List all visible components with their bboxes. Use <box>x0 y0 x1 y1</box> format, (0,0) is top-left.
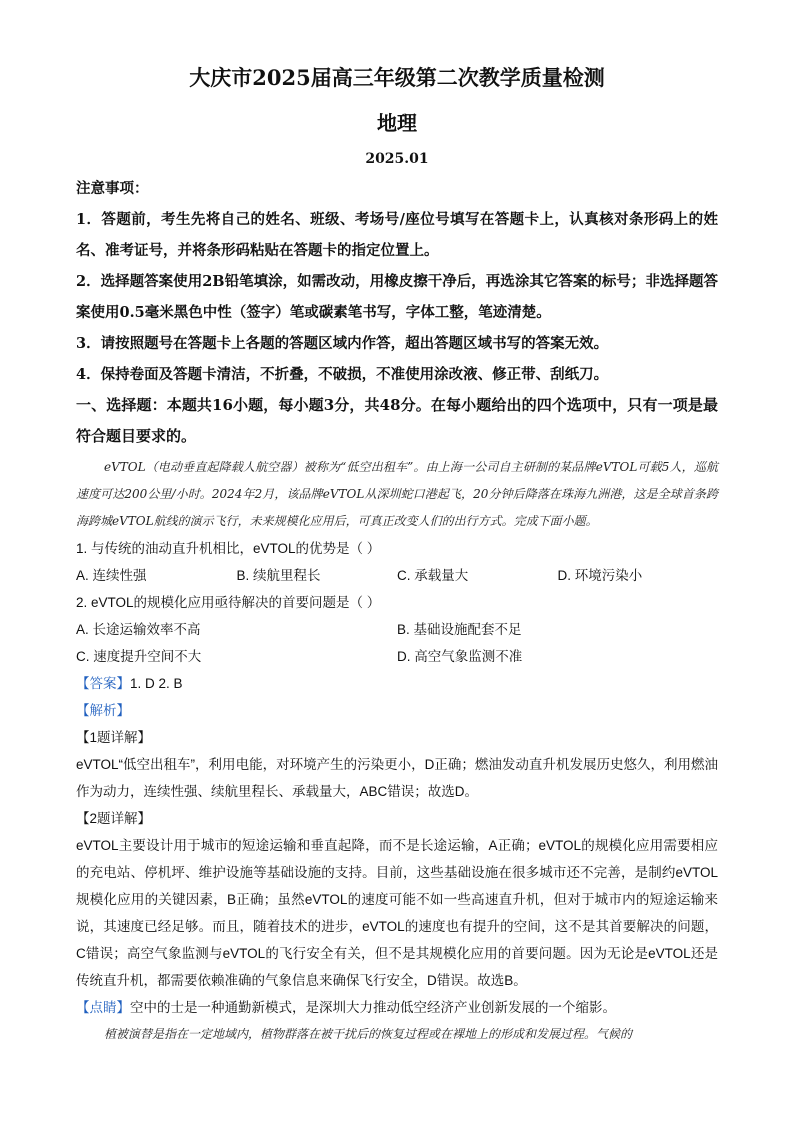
answer-text: 1. D 2. B <box>130 676 183 691</box>
question-2-stem: 2. eVTOL的规模化应用亟待解决的首要问题是（ ） <box>76 595 381 610</box>
highlight-line <box>76 994 718 1021</box>
exam-page <box>76 62 718 1048</box>
option-c: C. 速度提升空间不大 <box>76 649 202 664</box>
option-b: B. 续航里程长 <box>236 568 321 583</box>
highlight-text: 空中的士是一种通勤新模式，是深圳大力推动低空经济产业创新发展的一个缩影。 <box>130 1000 616 1015</box>
notes-heading: 注意事项： <box>76 180 149 197</box>
question-1-stem: 1. 与传统的油动直升机相比，eVTOL的优势是（ ） <box>76 541 381 556</box>
detail-2-label: 【2题详解】 <box>76 811 152 826</box>
next-passage: 植被演替是指在一定地域内，植物群落在被干扰后的恢复过程或在裸地上的形成和发展过程。气候的 <box>104 1027 633 1041</box>
notes-item-4: 4．保持卷面及答题卡清洁，不折叠，不破损，不准使用涂改液、修正带、刮纸刀。 <box>76 366 609 383</box>
option-a: A. 连续性强 <box>76 568 147 583</box>
highlight-label: 【点睛】 <box>76 1000 130 1015</box>
detail-1-label: 【1题详解】 <box>76 730 152 745</box>
notes-item-3: 3．请按照题号在答题卡上各题的答题区域内作答，超出答题区域书写的答案无效。 <box>76 335 609 352</box>
question-2-options-row-1 <box>76 616 718 643</box>
question-1-options <box>76 562 718 589</box>
option-d: D. 环境污染小 <box>557 568 643 583</box>
question-2-options-row-2 <box>76 643 718 670</box>
detail-1-text: eVTOL“低空出租车”，利用电能，对环境产生的污染更小，D正确；燃油发动直升机发展历史悠久，利用燃油作为动力，连续性强、续航里程长、承载量大，ABC错误；故选D。 <box>76 757 718 799</box>
reading-passage: eVTOL（电动垂直起降载人航空器）被称为“低空出租车”。由上海一公司自主研制的某品牌eVTOL可载5人，巡航速度可达200公里/小时。2024年2月，该品牌eVTOL从深圳蛇口港起飞，20分钟后降落在珠海九洲港，这是全球首条跨海跨城eVTOL航线的演示飞行，未来规模化应用后，可真正改变人们的出行方式。完成下面小题。 <box>76 460 718 528</box>
option-c: C. 承载量大 <box>397 568 469 583</box>
exam-date: 2025.01 <box>365 151 429 167</box>
notes-item-2: 2．选择题答案使用2B铅笔填涂，如需改动，用橡皮擦干净后，再选涂其它答案的标号；非选择题答案使用0.5毫米黑色中性（签字）笔或碳素笔书写，字体工整，笔迹清楚。 <box>76 273 718 321</box>
detail-2-text: eVTOL主要设计用于城市的短途运输和垂直起降，而不是长途运输，A正确；eVTOL的规模化应用需要相应的充电站、停机坪、维护设施等基础设施的支持。目前，这些基础设施在很多城市还不完善，是制约eVTOL规模化应用的关键因素，B正确；虽然eVTOL的速度可能不如一些高速直升机，但对于城市内的短途运输来说，其速度已经足够。而且，随着技术的进步，eVTOL的速度也有提升的空间，这不是其首要解决的问题，C错误；高空气象监测与eVTOL的飞行安全有关，但不是其规模化应用的首要问题。因为无论是eVTOL还是传统直升机，都需要依赖准确的气象信息来确保飞行安全，D错误。故选B。 <box>76 838 718 988</box>
notes-item-1: 1．答题前，考生先将自己的姓名、班级、考场号/座位号填写在答题卡上，认真核对条形码上的姓名、准考证号，并将条形码粘贴在答题卡的指定位置上。 <box>76 211 718 259</box>
analysis-label: 【解析】 <box>76 703 130 718</box>
option-d: D. 高空气象监测不准 <box>397 649 523 664</box>
exam-title: 大庆市2025届高三年级第二次教学质量检测 <box>189 65 605 90</box>
analysis-line <box>76 697 718 724</box>
exam-subject: 地理 <box>377 111 417 135</box>
answer-line <box>76 670 718 697</box>
section-heading: 一、选择题：本题共16小题，每小题3分，共48分。在每小题给出的四个选项中，只有一项是最符合题目要求的。 <box>76 396 718 445</box>
option-a: A. 长途运输效率不高 <box>76 622 201 637</box>
option-b: B. 基础设施配套不足 <box>397 622 522 637</box>
answer-label: 【答案】 <box>76 676 130 691</box>
